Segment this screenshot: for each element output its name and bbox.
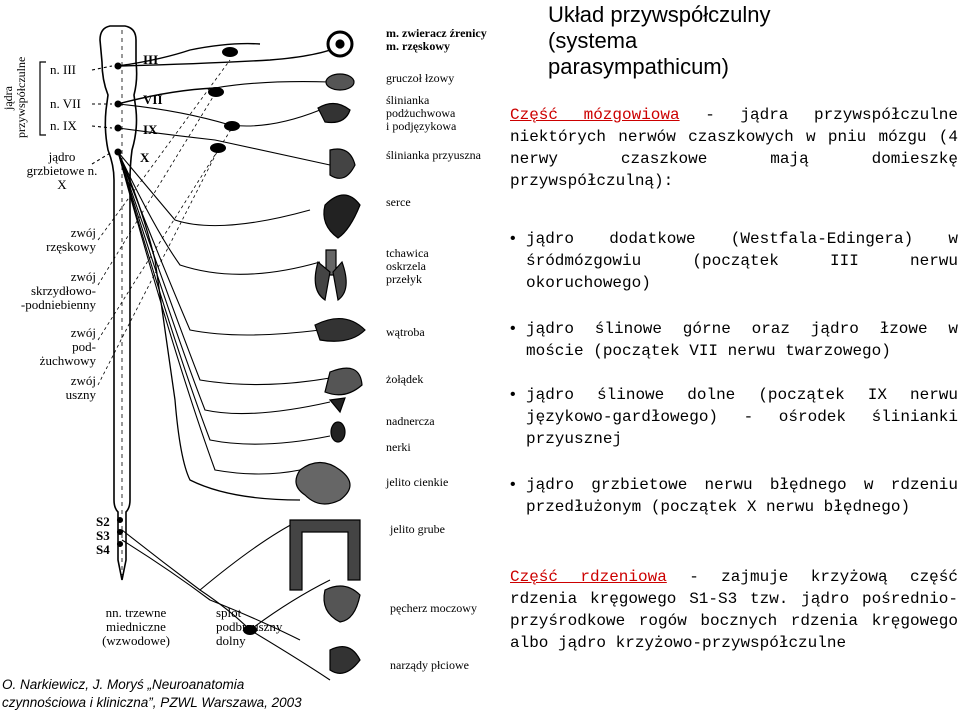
bullet-text: jądro ślinowe dolne (początek IX nerwu językowo-gardłowego) - ośrodek ślinianki przyusznej (526, 386, 958, 448)
organ-label-bladder: pęcherz moczowy (390, 601, 477, 615)
ganglion-otic-label: zwój uszny (65, 373, 96, 402)
ganglion-submandibular-label: zwój pod- żuchwowy (39, 325, 96, 368)
intro-term: Część mózgowiowa (510, 106, 680, 124)
liver-shape (315, 319, 365, 342)
organ-label-genitals: narządy płciowe (390, 658, 469, 672)
outro-term: Część rdzeniowa (510, 568, 667, 586)
hypogastric-plexus-label: splot podbrzuszny dolny (216, 605, 283, 648)
nerve-num-3: III (143, 52, 159, 67)
pterygopalatine-ganglion-shape (208, 87, 224, 97)
bullet-dot: • (508, 476, 518, 494)
organ-label-submandibular: ślinianka podżuchwowa i podjęzykowa (386, 93, 457, 133)
bullet-text: jądro grzbietowe nerwu błędnego w rdzeniu przedłużonym (początek X nerwu błędnego) (526, 476, 958, 516)
sacral-s2: S2 (96, 514, 110, 529)
otic-ganglion-shape (210, 143, 226, 153)
bullet-text: jądro dodatkowe (Westfala-Edingera) w śródmózgowiu (początek III nerwu okoruchowego) (526, 230, 958, 292)
organ-label-large-intestine: jelito grube (390, 522, 445, 536)
organ-label-small-intestine: jelito cienkie (386, 475, 449, 489)
heart-shape (324, 195, 360, 238)
nucleus-n7-label: n. VII (50, 96, 81, 111)
brainstem-outline (100, 26, 137, 580)
page-title: Układ przywspółczulny (systema parasympathicum) (548, 2, 771, 79)
bullet-item (508, 228, 958, 294)
ganglion-pterygopalatine-label: zwój skrzydłowo- -podniebienny (20, 269, 96, 312)
organ-label-eye: m. zwieracz źrenicy m. rzęskowy (386, 26, 487, 53)
bullet-item (508, 384, 958, 450)
outro-paragraph (510, 566, 958, 654)
organ-label-adrenal: nadnercza (386, 414, 435, 428)
bullet-dot: • (508, 230, 518, 248)
organ-label-stomach: żołądek (386, 372, 424, 386)
nuclei-label: jądra przywspółczulne (1, 56, 28, 138)
kidney-shape (331, 422, 345, 442)
ganglion-ciliary-label: zwój rzęskowy (46, 225, 96, 254)
source-credit: O. Narkiewicz, J. Moryś „Neuroanatomia czynnościowa i kliniczna”, PZWL Warszawa, 2003 (2, 677, 302, 710)
bullet-dot: • (508, 320, 518, 338)
organ-label-kidney: nerki (386, 440, 411, 454)
bullet-item (508, 474, 958, 518)
nerve-num-9: IX (143, 122, 158, 137)
pelvic-nerves-label: nn. trzewne miedniczne (wzwodowe) (102, 605, 170, 648)
genitals-shape (330, 647, 360, 674)
organ-label-lacrimal: gruczoł łzowy (386, 71, 455, 85)
organ-label-liver: wątroba (386, 325, 425, 339)
stomach-shape (325, 368, 362, 395)
text-panel (504, 0, 960, 715)
bullet-dot: • (508, 386, 518, 404)
dorsal-nucleus-label: jądro grzbietowe n. X (26, 149, 98, 192)
outro-text: - zajmuje krzyżową część rdzenia kręgowego S1-S3 tzw. jądro pośrednio-przyśrodkowe rogów bocznych rdzenia kręgowego albo jądro krzyżowo-przywspółczulne (510, 568, 958, 652)
large-intestine-shape (290, 520, 360, 590)
submandibular-gland-shape (318, 103, 350, 122)
lacrimal-gland-shape (326, 74, 354, 90)
bladder-shape (324, 586, 360, 622)
parotid-gland-shape (330, 149, 355, 178)
organ-label-parotid: ślinianka przyuszna (386, 148, 481, 162)
adrenal-shape (330, 398, 345, 412)
bullet-text: jądro ślinowe górne oraz jądro łzowe w moście (początek VII nerwu twarzowego) (526, 320, 958, 360)
small-intestine-shape (296, 463, 350, 505)
nerve-num-10: X (140, 150, 150, 165)
bullet-item (508, 318, 958, 362)
nucleus-n9-label: n. IX (50, 118, 77, 133)
sacral-s3: S3 (96, 528, 110, 543)
organ-label-trachea: tchawica oskrzela przełyk (386, 246, 429, 286)
nucleus-n3-label: n. III (50, 62, 76, 77)
nerve-num-7: VII (143, 92, 163, 107)
intro-text: - jądra przywspółczulne niektórych nerwów czaszkowych w pniu mózgu (4 nerwy czaszkowe mają domieszkę przywspółczulną): (510, 106, 958, 190)
organ-label-heart: serce (386, 195, 411, 209)
submandibular-ganglion-shape (224, 121, 240, 131)
nuclei-brace (40, 62, 46, 135)
sacral-s4: S4 (96, 542, 110, 557)
ciliary-ganglion-shape (222, 47, 238, 57)
intro-paragraph (510, 104, 958, 192)
